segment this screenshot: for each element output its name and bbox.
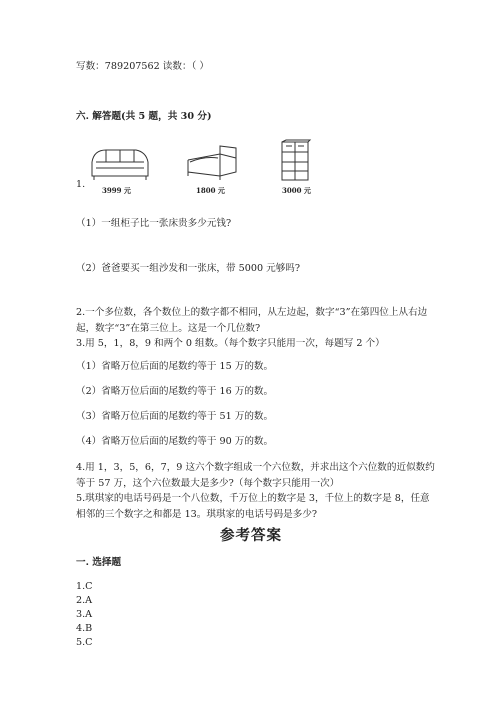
answers-title: 参考答案 — [220, 527, 282, 544]
q2-text: 2.一个多位数，各个数位上的数字都不相同，从左边起，数字“3”在第四位上从右边起，数字“3”在第三位上。这是一个几位数? — [76, 307, 428, 334]
q1-sub2: （2）爸爸要买一组沙发和一张床，带 5000 元够吗? — [76, 263, 301, 274]
q3-sub1: （1）省略万位后面的尾数约等于 15 万的数。 — [76, 361, 274, 372]
bed-icon — [184, 142, 240, 182]
q3-sub2: （2）省略万位后面的尾数约等于 16 万的数。 — [76, 386, 274, 397]
q1-number: 1. — [76, 179, 86, 190]
q3-sub4: （4）省略万位后面的尾数约等于 90 万的数。 — [76, 436, 274, 447]
sofa-price: 3999 元 — [102, 186, 131, 195]
answer-item: 2.A — [76, 595, 93, 606]
q3-sub3: （3）省略万位后面的尾数约等于 51 万的数。 — [76, 411, 274, 422]
bed-price: 1800 元 — [196, 186, 225, 195]
cabinet-icon — [278, 138, 312, 184]
answer-item: 1.C — [76, 581, 93, 592]
q3-stem: 3.用 5，1，8，9 和两个 0 组数。（每个数字只能用一次，每题写 2 个） — [76, 338, 385, 349]
q4-text: 4.用 1，3，5，6，7，9 这六个数字组成一个六位数，并求出这个六位数的近似数约等于 57 万，这个六位数最大是多少?（每个数字只能用一次） — [76, 462, 435, 489]
answer-item: 4.B — [76, 623, 93, 634]
write-number-line: 写数：789207562 读数：（ ） — [76, 61, 209, 72]
q1-sub1: （1）一组柜子比一张床贵多少元钱? — [76, 218, 232, 229]
answer-item: 5.C — [76, 637, 93, 648]
sofa-icon — [88, 140, 154, 184]
answer-item: 3.A — [76, 609, 93, 620]
answers-section-title: 一. 选择题 — [76, 557, 122, 568]
cabinet-price: 3000 元 — [282, 186, 311, 195]
q5-text: 5.琪琪家的电话号码是一个八位数，千万位上的数字是 3，千位上的数字是 8，任意相邻的三个数字之和都是 13。琪琪家的电话号码是多少? — [76, 493, 430, 520]
section6-title: 六. 解答题(共 5 题，共 30 分) — [76, 111, 212, 122]
